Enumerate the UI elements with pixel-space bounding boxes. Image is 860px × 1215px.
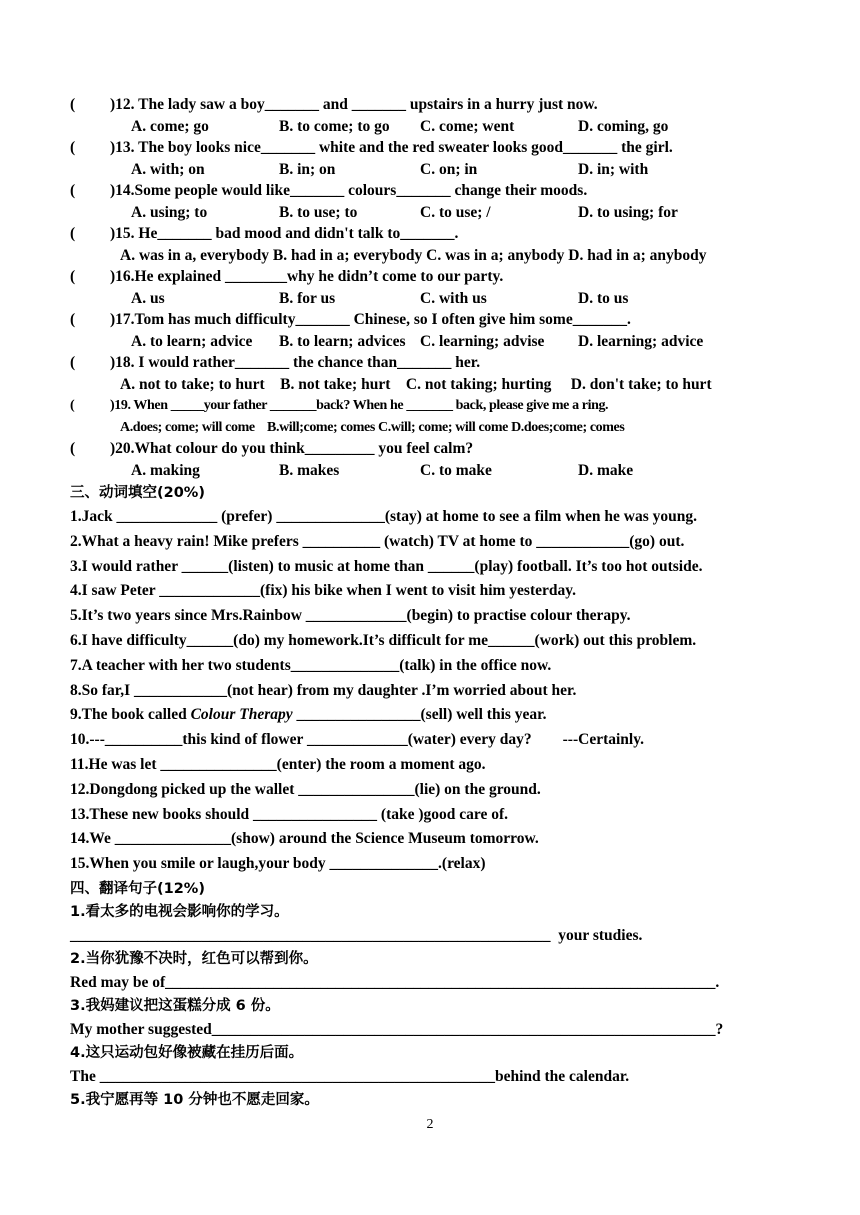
fill-item-15: 15.When you smile or laugh,your body ______________.(relax) [70,855,486,873]
option: B. to use; to [279,203,358,221]
fill-item-11: 11.He was let _______________(enter) the room a moment ago. [70,755,486,773]
fill-item-2: 2.What a heavy rain! Mike prefers __________ (watch) TV at home to ____________(go) out. [70,532,685,550]
option: A. using; to [131,203,208,221]
translation-answer-line-2[interactable]: Red may be of_______________________________________________________________________. [70,974,720,992]
question-stem: )20.What colour do you think_________ you feel calm? [110,440,474,457]
option: D. in; with [578,160,649,178]
question-12 [70,94,790,116]
option: C. to use; / [420,203,491,221]
answer-paren[interactable]: ( [70,440,76,457]
fill-item-1: 1.Jack _____________ (prefer) ______________(stay) at home to see a film when he was young. [70,508,697,525]
answer-paren[interactable]: ( [70,96,76,113]
answer-paren[interactable]: ( [70,268,76,285]
fill-item-13: 13.These new books should ________________ (take )good care of. [70,805,509,823]
question-stem: )17.Tom has much difficulty_______ Chinese, so I often give him some_______. [110,311,631,328]
question-options [70,288,790,310]
option: C. with us [420,289,487,307]
page-number: 2 [426,1117,434,1132]
question-17 [70,309,790,331]
option: D. make [578,461,634,479]
multiple-choice-section [70,94,790,481]
question-options: A.does; come; will come B.will;come; comes C.will; come; will come D.does;come; comes [120,419,625,435]
fill-item-7: 7.A teacher with her two students______________(talk) in the office now. [70,656,552,674]
worksheet-page [70,94,790,1112]
question-stem: )16.He explained ________why he didn’t come to our party. [110,268,504,285]
fill-item-9: 9.The book called Colour Therapy ________________(sell) well this year. [70,706,547,724]
question-options [70,460,790,482]
answer-paren[interactable]: ( [70,182,76,199]
option: A. making [131,461,200,479]
question-15 [70,223,790,245]
translation-prompt-4: 4.这只运动包好像被藏在挂历后面。 [70,1044,304,1061]
fill-item-6: 6.I have difficulty______(do) my homework.It’s difficult for me______(work) out this problem. [70,631,697,649]
option: B. to learn; advices [279,332,406,350]
question-stem: )19. When _____your father _______back? When he _______ back, please give me a ring. [110,398,609,413]
question-stem: )13. The boy looks nice_______ white and the red sweater looks good_______ the girl. [110,139,673,156]
question-options [70,159,790,181]
question-18 [70,352,790,374]
option: D. to using; for [578,203,678,221]
option: B. to come; to go [279,117,390,135]
question-13 [70,137,790,159]
fill-item-3: 3.I would rather ______(listen) to music at home than ______(play) football. It’s too hot outside. [70,557,703,575]
translation-prompt-2: 2.当你犹豫不决时，红色可以帮到你。 [70,950,318,967]
translation-prompt-3: 3.我妈建议把这蛋糕分成 6 份。 [70,997,280,1014]
option: B. makes [279,461,340,479]
option: D. coming, go [578,117,669,135]
option: D. to us [578,289,629,307]
fill-item-14: 14.We _______________(show) around the Science Museum tomorrow. [70,830,539,848]
fill-item-12: 12.Dongdong picked up the wallet _______________(lie) on the ground. [70,780,541,798]
question-16 [70,266,790,288]
answer-paren[interactable]: ( [70,354,76,371]
question-19 [70,395,790,417]
option: B. for us [279,289,336,307]
option: A. to learn; advice [131,332,253,350]
fill-item-4: 4.I saw Peter _____________(fix) his bike when I went to visit him yesterday. [70,582,577,600]
question-stem: )18. I would rather_______ the chance than_______ her. [110,354,481,371]
option: B. in; on [279,160,336,178]
question-options: A. not to take; to hurt B. not take; hurt C. not taking; hurting D. don't take; to hurt [120,375,712,393]
section-3-title: 三、动词填空(20%) [70,485,205,501]
translation-answer-line-3[interactable]: My mother suggested_________________________________________________________________? [70,1021,724,1039]
question-stem: )12. The lady saw a boy_______ and _______ upstairs in a hurry just now. [110,96,598,113]
translation-answer-line-4[interactable]: The ___________________________________________________behind the calendar. [70,1068,630,1086]
answer-paren[interactable]: ( [70,311,76,328]
question-stem: )15. He_______ bad mood and didn't talk to_______. [110,225,459,242]
answer-paren[interactable]: ( [70,398,75,413]
answer-paren[interactable]: ( [70,225,76,242]
option: C. to make [420,461,492,479]
option: C. learning; advise [420,332,545,350]
translation-prompt-1: 1.看太多的电视会影响你的学习。 [70,903,289,920]
question-20 [70,438,790,460]
fill-item-5: 5.It’s two years since Mrs.Rainbow _____________(begin) to practise colour therapy. [70,607,631,625]
question-options: A. was in a, everybody B. had in a; everybody C. was in a; anybody D. had in a; anybody [120,246,707,264]
option: D. learning; advice [578,332,704,350]
question-options [70,116,790,138]
question-stem: )14.Some people would like_______ colours_______ change their moods. [110,182,588,199]
option: A. come; go [131,117,209,135]
question-options [70,331,790,353]
option: A. us [131,289,165,307]
option: C. on; in [420,160,478,178]
answer-paren[interactable]: ( [70,139,76,156]
option: C. come; went [420,117,515,135]
fill-item-10: 10.---__________this kind of flower _____________(water) every day? ---Certainly. [70,731,644,749]
fill-item-8: 8.So far,I ____________(not hear) from my daughter .I’m worried about her. [70,681,577,699]
option: A. with; on [131,160,205,178]
verb-fill-section [70,505,790,877]
section-4-title: 四、翻译句子(12%) [70,880,205,897]
question-options [70,202,790,224]
translation-answer-line-1[interactable]: ______________________________________________________________ your studies. [70,927,643,945]
translation-prompt-5: 5.我宁愿再等 10 分钟也不愿走回家。 [70,1091,319,1108]
question-14 [70,180,790,202]
translation-section [70,901,790,1113]
